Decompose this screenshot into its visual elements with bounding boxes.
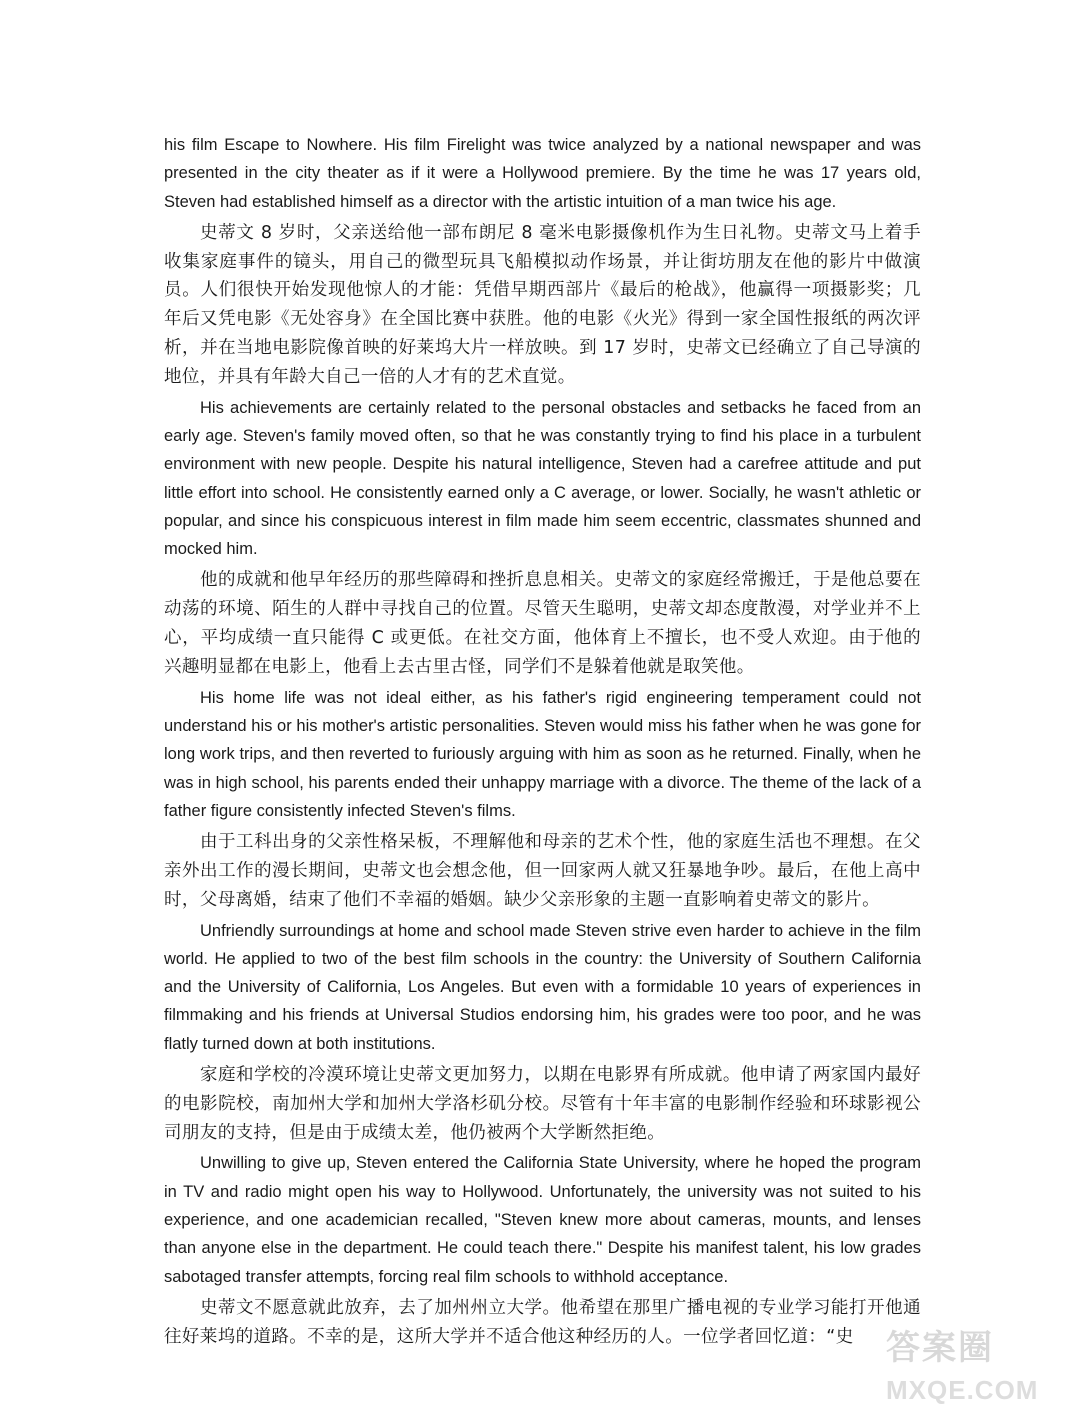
paragraph-en-4: Unfriendly surroundings at home and school made Steven strive even harder to achieve in the film world. He applied to two of the best film schools in the country: the University of Southern California and the University of California, Los Angeles. But even with a formidable 10 years of experiences in filmmaking and his friends at Universal Studios endorsing him, his grades were too poor, and he was flatly turned down at both institutions. <box>164 921 921 1053</box>
site-watermark-logo <box>886 1320 1066 1406</box>
paragraph-zh-1: 史蒂文 8 岁时，父亲送给他一部布朗尼 8 毫米电影摄像机作为生日礼物。史蒂文马上着手收集家庭事件的镜头，用自己的微型玩具飞船模拟动作场景，并让街坊朋友在他的影片中做演员。人们很快开始发现他惊人的才能：凭借早期西部片《最后的枪战》，他赢得一项摄影奖；几年后又凭电影《无处容身》在全国比赛中获胜。他的电影《火光》得到一家全国性报纸的两次评析，并在当地电影院像首映的好莱坞大片一样放映。到 17 岁时，史蒂文已经确立了自己导演的地位，并具有年龄大自己一倍的人才有的艺术直觉。 <box>164 222 921 387</box>
paragraph-en-5: Unwilling to give up, Steven entered the California State University, where he hoped the program in TV and radio might open his way to Hollywood. Unfortunately, the university was not suited to his experience, and one academician recalled, "Steven knew more about cameras, mounts, and lenses than anyone else in the department. He could teach there." Despite his manifest talent, his low grades sabotaged transfer attempts, forcing real film schools to withhold acceptance. <box>164 1154 921 1286</box>
watermark-domain-text: MXQE.COM <box>886 1375 1039 1405</box>
paragraph-zh-4: 家庭和学校的冷漠环境让史蒂文更加努力，以期在电影界有所成就。他申请了两家国内最好的电影院校，南加州大学和加州大学洛杉矶分校。尽管有十年丰富的电影制作经验和环球影视公司朋友的支持，但是由于成绩太差，他仍被两个大学断然拒绝。 <box>164 1065 921 1143</box>
paragraph-zh-3: 由于工科出身的父亲性格呆板，不理解他和母亲的艺术个性，他的家庭生活也不理想。在父亲外出工作的漫长期间，史蒂文也会想念他，但一回家两人就又狂暴地争吵。最后，在他上高中时，父母离婚，结束了他们不幸福的婚姻。缺少父亲形象的主题一直影响着史蒂文的影片。 <box>164 832 921 910</box>
document-body <box>164 131 921 1353</box>
paragraph-zh-2: 他的成就和他早年经历的那些障碍和挫折息息相关。史蒂文的家庭经常搬迁，于是他总要在动荡的环境、陌生的人群中寻找自己的位置。尽管天生聪明，史蒂文却态度散漫，对学业并不上心，平均成绩一直只能得 C 或更低。在社交方面，他体育上不擅长，也不受人欢迎。由于他的兴趣明显都在电影上，他看上去古里古怪，同学们不是躲着他就是取笑他。 <box>164 570 921 677</box>
paragraph-en-1: his film Escape to Nowhere. His film Firelight was twice analyzed by a national newspaper and was presented in the city theater as if it were a Hollywood premiere. By the time he was 17 years old, Steven had established himself as a director with the artistic intuition of a man twice his age. <box>164 136 921 211</box>
paragraph-en-3: His home life was not ideal either, as his father's rigid engineering temperament could not understand his or his mother's artistic personalities. Steven would miss his father when he was gone for long work trips, and then reverted to furiously arguing with him as soon as he returned. Finally, when he was in high school, his parents ended their unhappy marriage with a divorce. The theme of the lack of a father figure consistently infected Steven's films. <box>164 688 921 820</box>
paragraph-zh-5: 史蒂文不愿意就此放弃，去了加州州立大学。他希望在那里广播电视的专业学习能打开他通往好莱坞的道路。不幸的是，这所大学并不适合他这种经历的人。一位学者回忆道：“史 <box>164 1297 921 1347</box>
watermark-chinese-text: 答案圈 <box>886 1328 994 1368</box>
paragraph-en-2: His achievements are certainly related to the personal obstacles and setbacks he faced from an early age. Steven's family moved often, so that he was constantly trying to find his place in a turbulent environment with new people. Despite his natural intelligence, Steven had a carefree attitude and put little effort into school. He consistently earned only a C average, or lower. Socially, he wasn't athletic or popular, and since his conspicuous interest in film made him seem eccentric, classmates shunned and mocked him. <box>164 398 921 559</box>
